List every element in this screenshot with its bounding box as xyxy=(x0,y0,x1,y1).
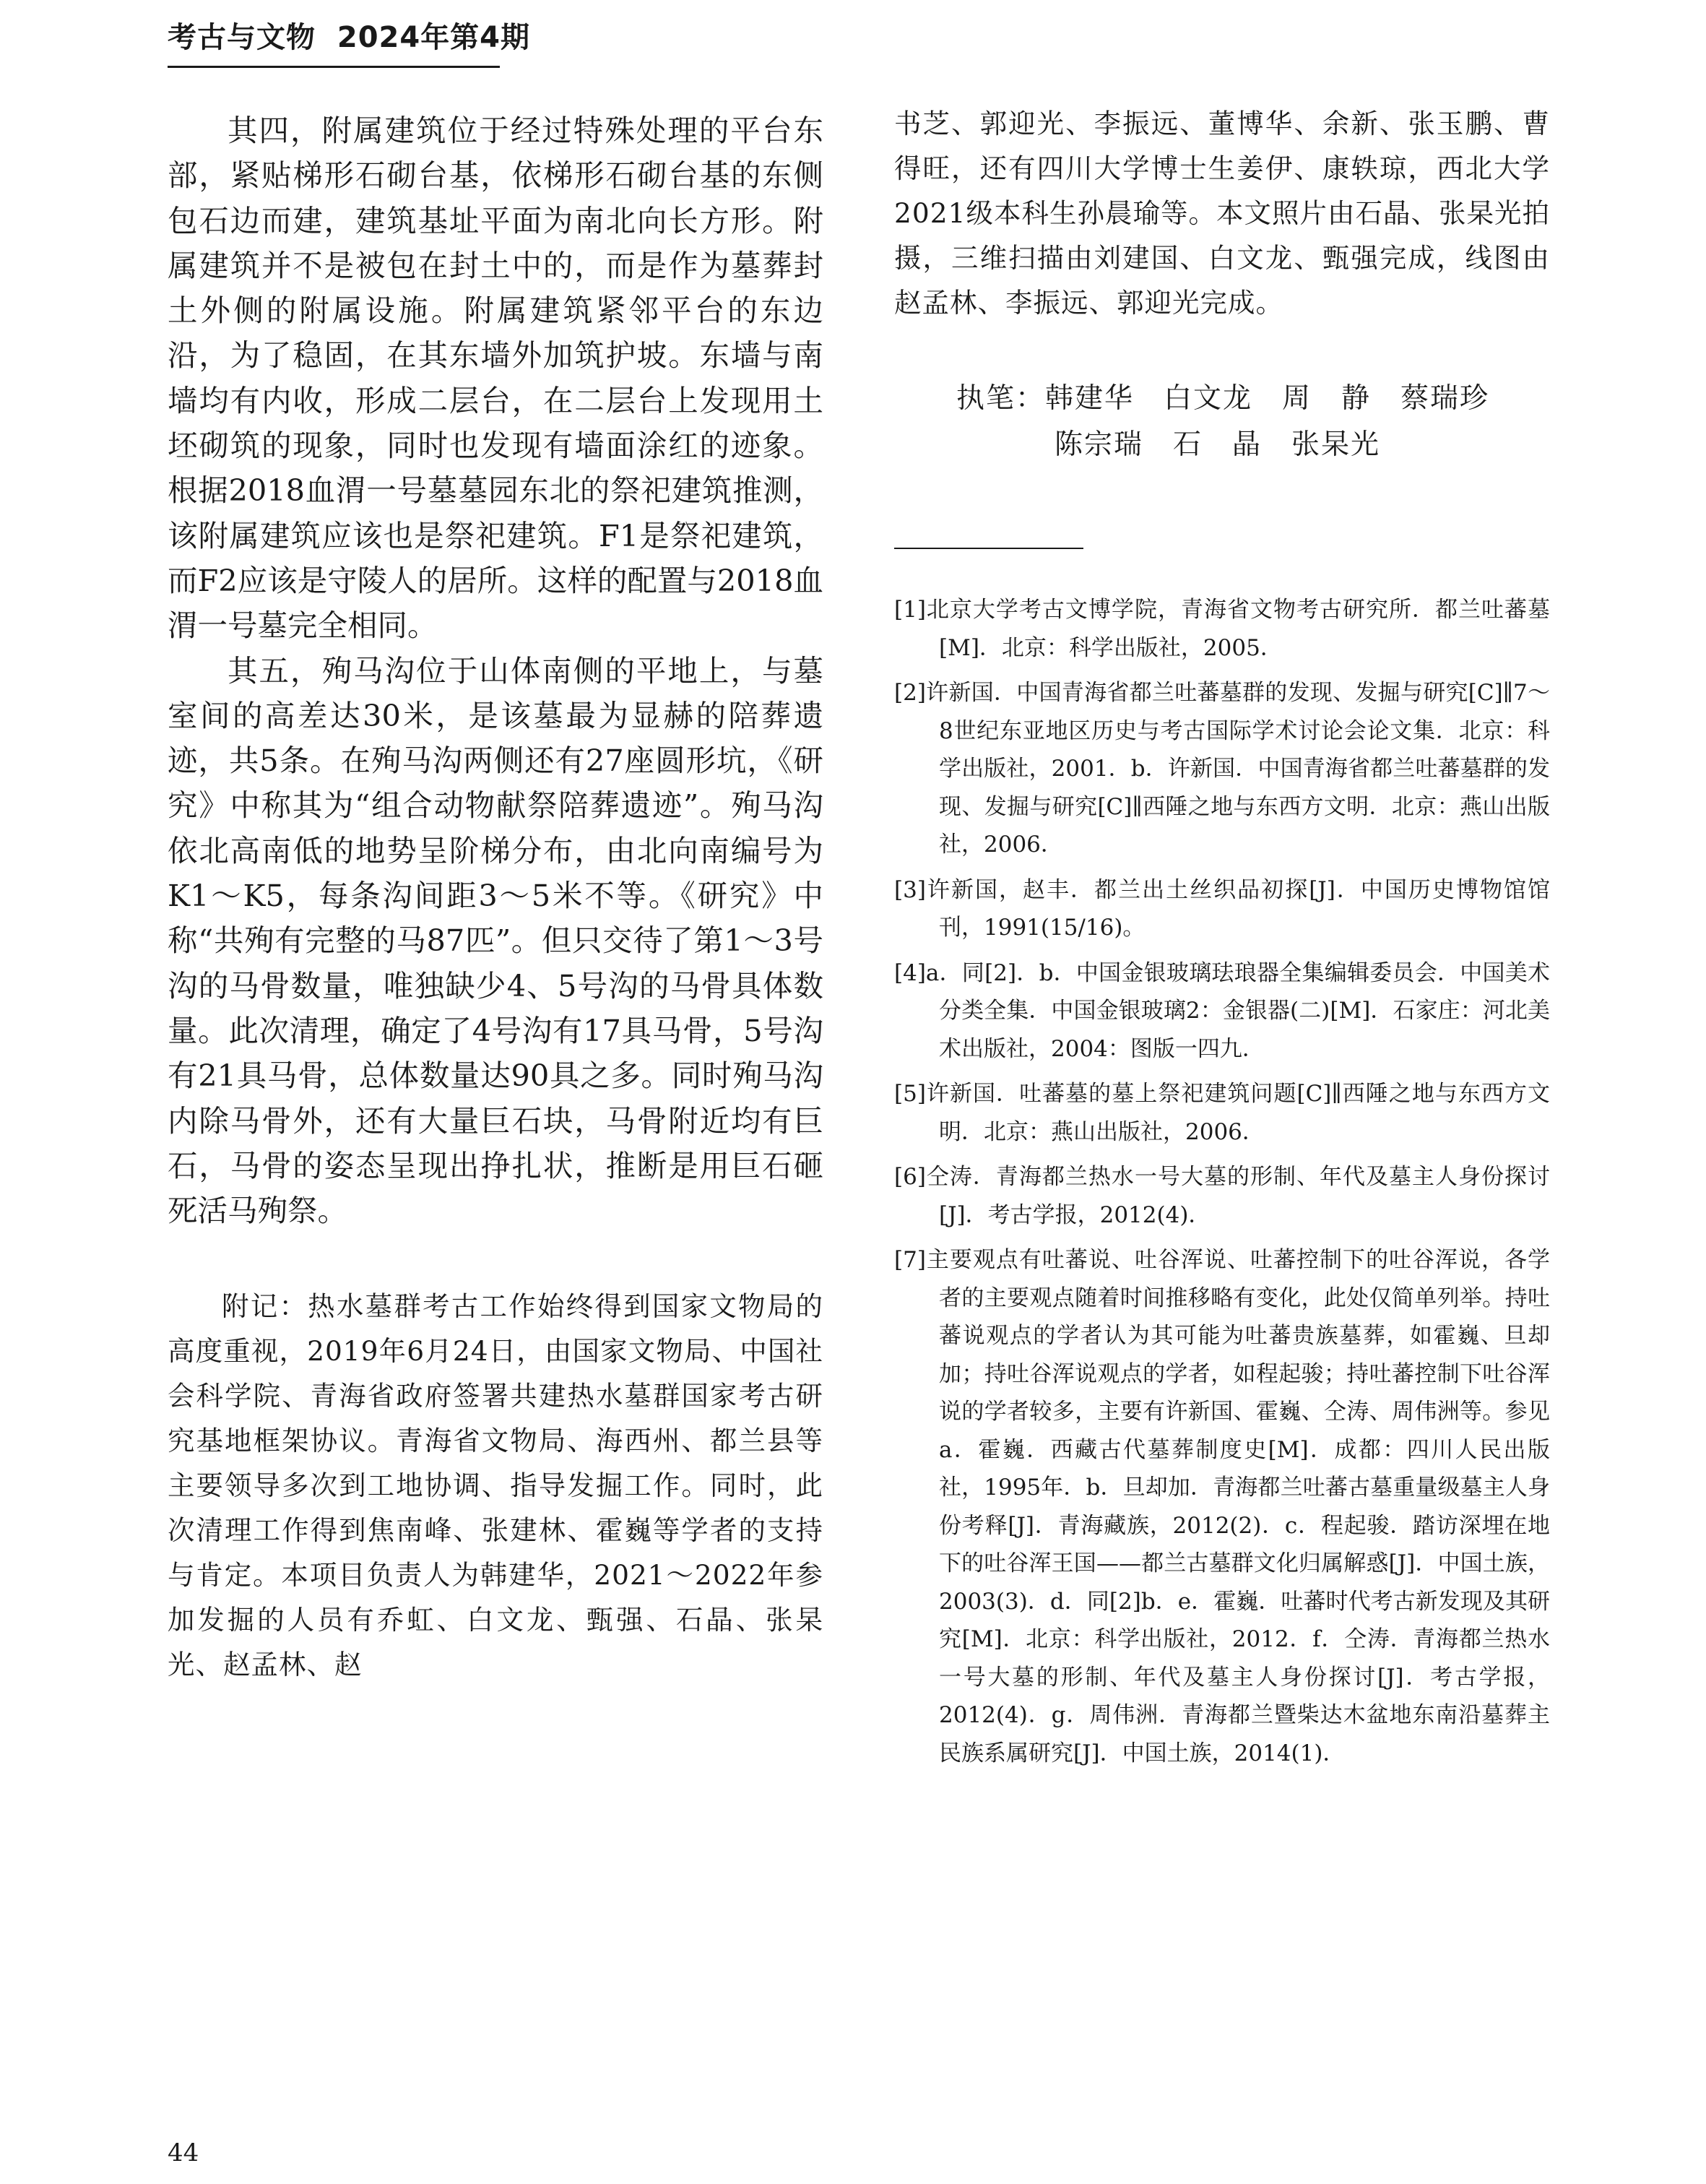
running-header xyxy=(168,14,531,68)
reference-item: [5]许新国．吐蕃墓的墓上祭祀建筑问题[C]∥西陲之地与东西方文明．北京：燕山出版社，2006． xyxy=(894,1081,1550,1145)
reference-item: [1]北京大学考古文博学院，青海省文物考古研究所．都兰吐蕃墓[M]．北京：科学出版社，2005． xyxy=(894,597,1550,661)
reference-item: [4]a．同[2]．b．中国金银玻璃珐琅器全集编辑委员会．中国美术分类全集．中国金银玻璃2：金银器(二)[M]．石家庄：河北美术出版社，2004：图版一四九． xyxy=(894,959,1550,1062)
footnote-divider xyxy=(894,548,1083,549)
right-column xyxy=(894,101,1550,1779)
paragraph-four: 其四，附属建筑位于经过特殊处理的平台东部，紧贴梯形石砌台基，依梯形石砌台基的东侧包石边而建，建筑基址平面为南北向长方形。附属建筑并不是被包在封土中的，而是作为墓葬封土外侧的附属设施。附属建筑紧邻平台的东边沿，为了稳固，在其东墙外加筑护坡。东墙与南墙均有内收，形成二层台，在二层台上发现用土坯砌筑的现象，同时也发现有墙面涂红的迹象。根据2018血渭一号墓墓园东北的祭祀建筑推测，该附属建筑应该也是祭祀建筑。F1是祭祀建筑，而F2应该是守陵人的居所。这样的配置与2018血渭一号墓完全相同。 xyxy=(168,113,823,644)
reference-item: [2]许新国．中国青海省都兰吐蕃墓群的发现、发掘与研究[C]∥7～8世纪东亚地区历史与考古国际学术讨论会论文集．北京：科学出版社，2001．b．许新国．中国青海省都兰吐蕃墓群的发现、发掘与研究[C]∥西陲之地与东西方文明．北京：燕山出版社，2006． xyxy=(894,680,1550,858)
reference-item: [3]许新国，赵丰．都兰出土丝织品初探[J]．中国历史博物馆馆刊，1991(15/16)。 xyxy=(894,876,1550,941)
page-number: 44 xyxy=(168,2138,199,2167)
reference-item: [6]仝涛．青海都兰热水一号大墓的形制、年代及墓主人身份探讨[J]．考古学报，2012(4)． xyxy=(894,1164,1550,1228)
author-line-2: 陈宗瑞 石 晶 张杲光 xyxy=(1055,428,1381,461)
author-credits xyxy=(894,376,1550,468)
acknowledgement-note: 附记：热水墓群考古工作始终得到国家文物局的高度重视，2019年6月24日，由国家文物局、中国社会科学院、青海省政府签署共建热水墓群国家考古研究基地框架协议。青海省文物局、海西州、都兰县等主要领导多次到工地协调、指导发掘工作。同时，此次清理工作得到焦南峰、张建林、霍巍等学者的支持与肯定。本项目负责人为韩建华，2021～2022年参加发掘的人员有乔虹、白文龙、甄强、石晶、张杲光、赵孟林、赵 xyxy=(168,1290,823,1681)
reference-item: [7]主要观点有吐蕃说、吐谷浑说、吐蕃控制下的吐谷浑说，各学者的主要观点随着时间推移略有变化，此处仅简单列举。持吐蕃说观点的学者认为其可能为吐蕃贵族墓葬，如霍巍、旦却加；持吐谷浑说观点的学者，如程起骏；持吐蕃控制下吐谷浑说的学者较多，主要有许新国、霍巍、仝涛、周伟洲等。参见a．霍巍．西藏古代墓葬制度史[M]．成都：四川人民出版社，1995年．b．旦却加．青海都兰吐蕃古墓重量级墓主人身份考释[J]．青海藏族，2012(2)．c．程起骏．踏访深埋在地下的吐谷浑王国——都兰古墓群文化归属解惑[J]．中国土族，2003(3)．d．同[2]b．e．霍巍．吐蕃时代考古新发现及其研究[M]．北京：科学出版社，2012．f．仝涛．青海都兰热水一号大墓的形制、年代及墓主人身份探讨[J]．考古学报，2012(4)．g．周伟洲．青海都兰暨柴达木盆地东南沿墓葬主民族系属研究[J]．中国土族，2014(1)． xyxy=(894,1247,1550,1766)
issue-label: 2024年第4期 xyxy=(337,21,531,54)
author-line-1: 执笔：韩建华 白文龙 周 静 蔡瑞珍 xyxy=(956,382,1490,415)
acknowledgement-note-continued: 书芝、郭迎光、李振远、董博华、余新、张玉鹏、曹得旺，还有四川大学博士生姜伊、康轶琼，西北大学2021级本科生孙晨瑜等。本文照片由石晶、张杲光拍摄，三维扫描由刘建国、白文龙、甄强完成，线图由赵孟林、李振远、郭迎光完成。 xyxy=(894,108,1550,319)
paragraph-five: 其五，殉马沟位于山体南侧的平地上，与墓室间的高差达30米，是该墓最为显赫的陪葬遗迹，共5条。在殉马沟两侧还有27座圆形坑，《研究》中称其为“组合动物献祭陪葬遗迹”。殉马沟依北高南低的地势呈阶梯分布，由北向南编号为K1～K5，每条沟间距3～5米不等。《研究》中称“共殉有完整的马87匹”。但只交待了第1～3号沟的马骨数量，唯独缺少4、5号沟的马骨具体数量。此次清理，确定了4号沟有17具马骨，5号沟有21具马骨，总体数量达90具之多。同时殉马沟内除马骨外，还有大量巨石块，马骨附近均有巨石，马骨的姿态呈现出挣扎状，推断是用巨石砸死活马殉祭。 xyxy=(168,652,823,1229)
journal-name: 考古与文物 xyxy=(168,21,316,54)
left-column xyxy=(168,101,823,1687)
reference-list xyxy=(894,591,1550,1772)
